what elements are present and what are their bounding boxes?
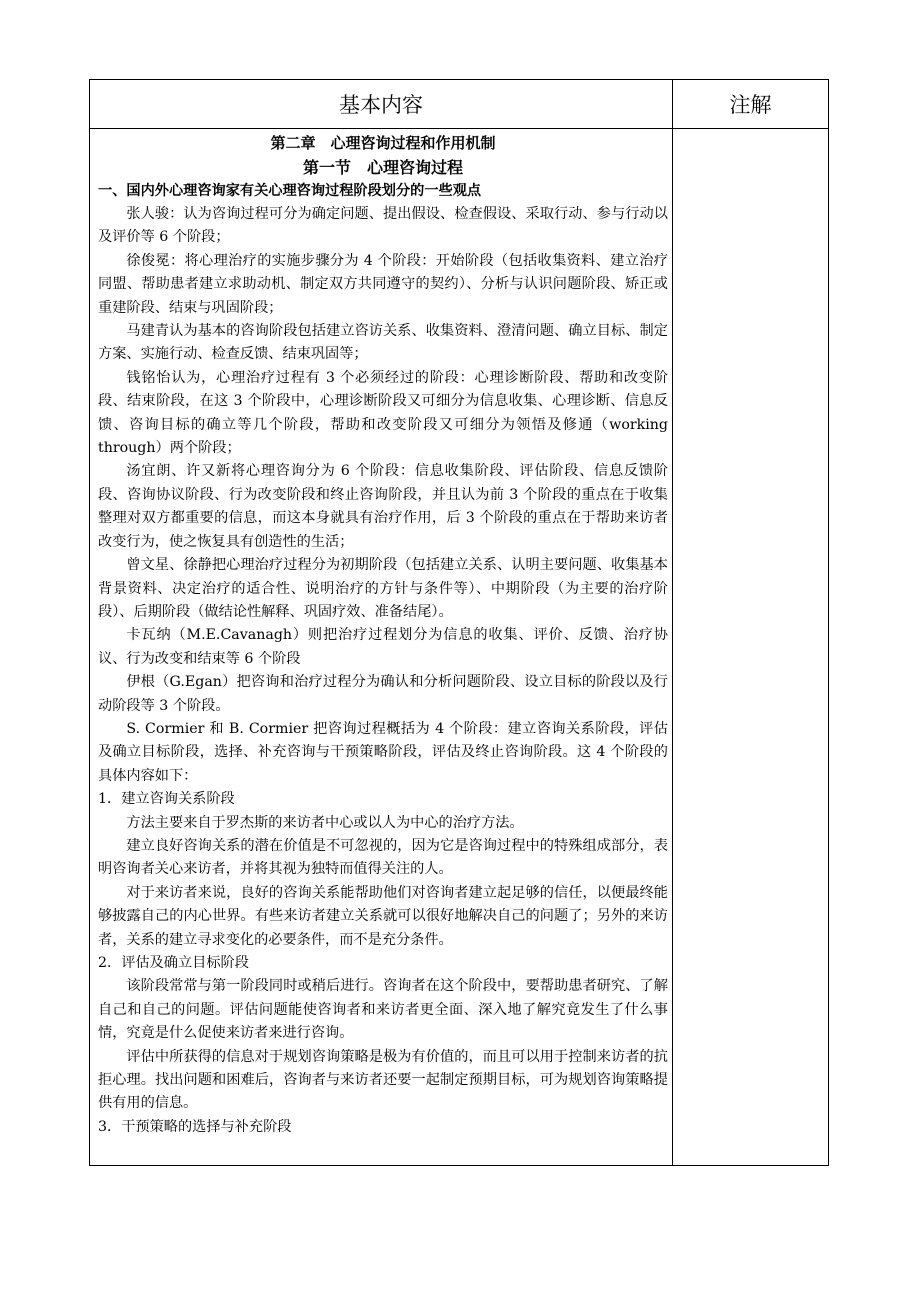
table-header-row [90, 80, 828, 129]
paragraph: 马建青认为基本的咨询阶段包括建立咨访关系、收集资料、澄清问题、确立目标、制定方案、实施行动、检查反馈、结束巩固等； [98, 323, 668, 363]
paragraph: 汤宜朗、许又新将心理咨询分为 6 个阶段：信息收集阶段、评估阶段、信息反馈阶段、咨询协议阶段、行为改变阶段和终止咨询阶段，并且认为前 3 个阶段的重点在于收集整理对双方都重要的信息，而这本身就具有治疗作用，后 3 个阶段的重点在于帮助来访者改变行为，使之恢复具有创造性的生活； [98, 463, 668, 550]
paragraph: S. Cormier 和 B. Cormier 把咨询过程概括为 4 个阶段：建立咨询关系阶段，评估及确立目标阶段，选择、补充咨询与干预策略阶段，评估及终止咨询阶段。这 4 个阶段的具体内容如下： [98, 720, 668, 784]
header-main-content: 基本内容 [339, 93, 423, 117]
paragraph: 钱铭怡认为，心理治疗过程有 3 个必须经过的阶段：心理诊断阶段、帮助和改变阶段、结束阶段，在这 3 个阶段中，心理诊断阶段又可细分为信息收集、心理诊断、信息反馈、咨询目标的确立等几个阶段，帮助和改变阶段又可细分为领悟及修通（working through）两个阶段； [98, 369, 668, 457]
heading-views: 一、国内外心理咨询家有关心理咨询过程阶段划分的一些观点 [98, 183, 482, 199]
paragraph: 曾文星、徐静把心理治疗过程分为初期阶段（包括建立关系、认明主要问题、收集基本背景资料、决定治疗的适合性、说明治疗的方针与条件等）、中期阶段（为主要的治疗阶段）、后期阶段（做结论性解释、巩固疗效、准备结尾）。 [98, 557, 668, 620]
content-table [89, 79, 829, 1166]
section-title: 第一节 心理咨询过程 [302, 158, 463, 177]
paragraph: 徐俊冕：将心理治疗的实施步骤分为 4 个阶段：开始阶段（包括收集资料、建立治疗同盟、帮助患者建立求助动机、制定双方共同遵守的契约）、分析与认识问题阶段、矫正或重建阶段、结束与巩固阶段； [98, 252, 668, 316]
stage1-heading: 1．建立咨询关系阶段 [98, 791, 235, 808]
paragraph: 伊根（G.Egan）把咨询和治疗过程分为确认和分析问题阶段、设立目标的阶段以及行动阶段等 3 个阶段。 [98, 674, 668, 714]
paragraph: 卡瓦纳（M.E.Cavanagh）则把治疗过程划分为信息的收集、评价、反馈、治疗协议、行为改变和结束等 6 个阶段 [98, 627, 668, 667]
header-notes: 注解 [729, 93, 772, 117]
stage2-heading: 2．评估及确立目标阶段 [98, 955, 249, 971]
notes-cell [673, 129, 828, 1165]
paragraph: 建立良好咨询关系的潜在价值是不可忽视的，因为它是咨询过程中的特殊组成部分，表明咨询者关心来访者，并将其视为独特而值得关注的人。 [98, 837, 668, 878]
stage3-heading: 3．干预策略的选择与补充阶段 [98, 1118, 292, 1135]
paragraph: 张人骏：认为咨询过程可分为确定问题、提出假设、检查假设、采取行动、参与行动以及评价等 6 个阶段； [98, 206, 668, 246]
paragraph: 该阶段常常与第一阶段同时或稍后进行。咨询者在这个阶段中，要帮助患者研究、了解自己和自己的问题。评估问题能使咨询者和来访者更全面、深入地了解究竟发生了什么事情，究竟是什么促使来访者来进行咨询。 [98, 978, 668, 1042]
paragraph: 对于来访者来说，良好的咨询关系能帮助他们对咨询者建立起足够的信任，以便最终能够披露自己的内心世界。有些来访者建立关系就可以很好地解决自己的问题了；另外的来访者，关系的建立寻求变化的必要条件，而不是充分条件。 [98, 884, 668, 948]
paragraph: 方法主要来自于罗杰斯的来访者中心或以人为中心的治疗方法。 [126, 814, 524, 831]
paragraph: 评估中所获得的信息对于规划咨询策略是极为有价值的，而且可以用于控制来访者的抗拒心理。找出问题和困难后，咨询者与来访者还要一起制定预期目标，可为规划咨询策略提供有用的信息。 [98, 1048, 668, 1112]
chapter-title: 第二章 心理咨询过程和作用机制 [270, 134, 496, 152]
main-content-cell [98, 132, 668, 1139]
